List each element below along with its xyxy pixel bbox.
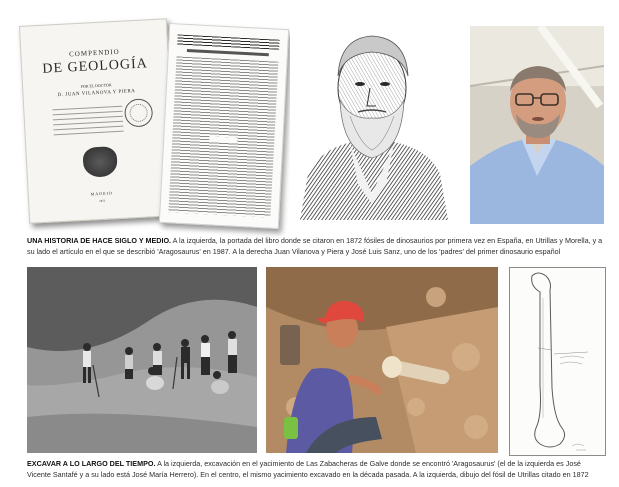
book-text-lines xyxy=(52,106,123,140)
coat-of-arms-icon xyxy=(82,146,118,178)
book-title-line2: DE GEOLOGÍA xyxy=(42,56,149,77)
book-author-prefix: POR EL DOCTOR xyxy=(80,82,112,89)
vilanova-portrait-image xyxy=(290,24,455,220)
fossil-drawing-image xyxy=(509,267,606,456)
article-heading-lines xyxy=(177,34,279,49)
book-year: 1872 xyxy=(99,198,106,204)
article-page-image xyxy=(159,23,289,229)
caption-top-heading: UNA HISTORIA DE HACE SIGLO Y MEDIO. xyxy=(27,236,172,245)
recent-excavation-photo xyxy=(266,267,498,453)
book-title-line1: COMPENDIO xyxy=(68,47,120,59)
historic-excavation-photo xyxy=(27,267,257,453)
caption-bottom-text: A la izquierda, excavación en el yacimiento de Las Zabacheras de Galve donde se encontró 'Aragosaurus' (el de la izquierda es José Vicente Santafé y a su lado está José María Herrero). En el centro, el mismo yacimiento excavado en la década pasada. A la izquierda, dibujo del fósil de Utrillas citado en 1872 xyxy=(27,459,589,479)
caption-bottom xyxy=(27,459,605,480)
caption-top-text: A la izquierda, la portada del libro donde se citaron en 1872 fósiles de dinosaurios por primera vez en España, en Utrillas y Morella, y a su lado el artículo en el que se describió 'Aragosaurus' en 1987. A la derecha Juan Vilanova y Piera y José Luis Sanz, uno de los 'padres' del primer dinosaurio español xyxy=(27,236,603,256)
article-authors-line xyxy=(187,49,269,56)
caption-top xyxy=(27,236,605,257)
book-city: MADRID xyxy=(90,190,114,197)
sanz-photo-image xyxy=(470,26,604,224)
book-author: D. JUAN VILANOVA Y PIERA xyxy=(57,89,136,99)
caption-bottom-heading: EXCAVAR A LO LARGO DEL TIEMPO. xyxy=(27,459,156,468)
book-cover-image xyxy=(19,18,177,223)
library-stamp-icon xyxy=(124,98,153,127)
